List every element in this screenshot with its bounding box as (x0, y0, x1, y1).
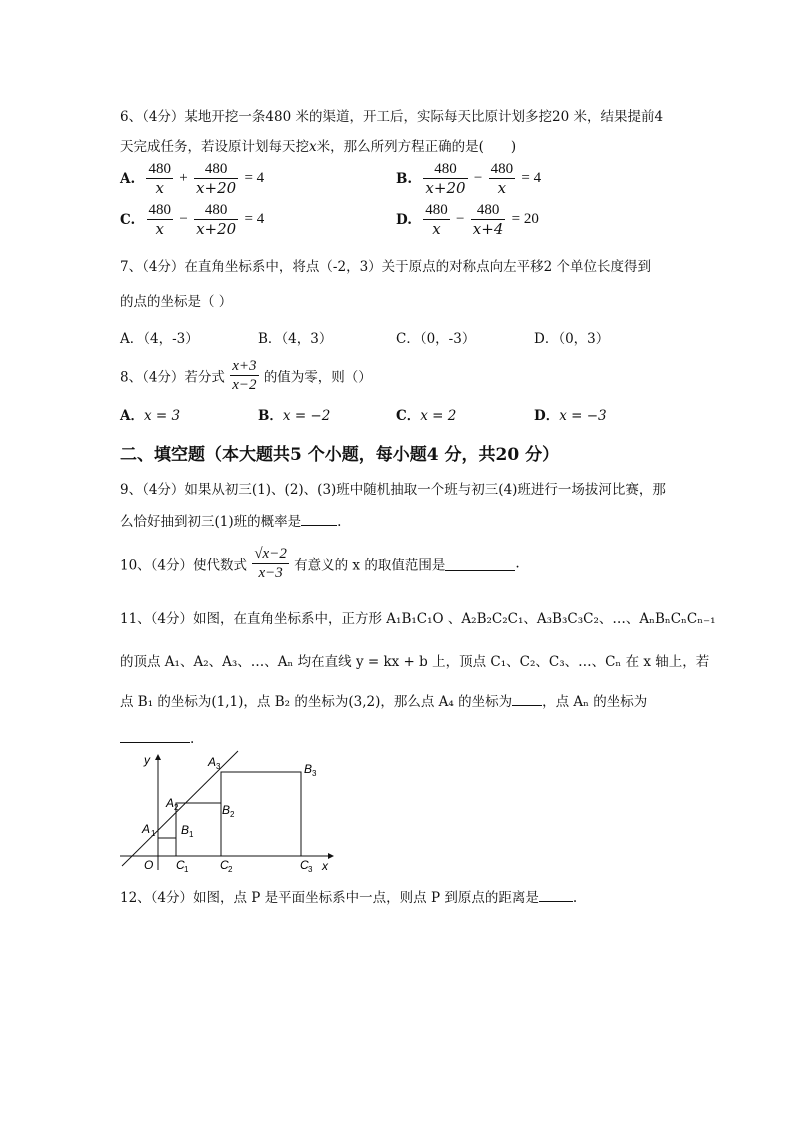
q8-option-c[interactable]: C．x = 2 (396, 408, 457, 424)
label-a3: A (208, 755, 217, 769)
q11-line4: . (120, 728, 194, 747)
svg-text:1: 1 (189, 830, 194, 839)
fraction: $\frac{480}{x+20}$ (196, 161, 237, 197)
q12-line: 12、（4分）如图，点 P 是平面坐标系中一点，则点 P 到原点的距离是 . (120, 886, 577, 906)
label-b1: B (181, 823, 190, 837)
q6-option-b[interactable]: B. $\frac{480}{x+20}$ − $\frac{480}{x}$ = 4 (396, 161, 542, 197)
answer-blank[interactable] (539, 887, 573, 902)
fraction: $\frac{480}{x}$ (148, 161, 171, 197)
label-c3: C (300, 858, 309, 872)
square-1 (158, 838, 176, 856)
y-axis-arrow (155, 754, 161, 760)
svg-text:1: 1 (184, 865, 189, 873)
q8-line: 8、（4分）若分式 $\frac{x+3}{x-2}$ 的值为零，则（） (120, 358, 372, 393)
label-x: x (322, 859, 328, 873)
q8-option-d[interactable]: D．x = −3 (534, 408, 607, 424)
section-heading: 二、填空题（本大题共5 个小题，每小题4 分，共20 分） (120, 445, 560, 465)
label-o: O (144, 858, 154, 872)
fraction: $\frac{480}{x+4}$ (472, 202, 504, 238)
q11-line2: 的顶点 A₁、A₂、A₃、…、Aₙ 均在直线 y = kx + b 上，顶点 C₁、C₂、C₃、…、Cₙ 在 x 轴上，若 (120, 654, 710, 670)
answer-blank[interactable] (301, 511, 337, 526)
label-b2: B (222, 803, 231, 817)
svg-text:3: 3 (312, 769, 317, 778)
q7-line1: 7、（4分）在直角坐标系中，将点（-2，3）关于原点的对称点向左平移2 个单位长度得到 (120, 259, 652, 275)
svg-text:1: 1 (151, 829, 156, 838)
svg-text:2: 2 (230, 810, 235, 819)
svg-text:3: 3 (308, 865, 313, 873)
fraction: $\frac{480}{x}$ (148, 202, 172, 238)
q7-line2: 的点的坐标是（ ） (120, 294, 233, 310)
fraction: $\frac{480}{x+20}$ (196, 202, 237, 238)
q8-option-b[interactable]: B．x = −2 (258, 408, 331, 424)
fraction: $\frac{480}{x}$ (425, 202, 448, 238)
svg-text:2: 2 (228, 865, 233, 873)
fraction: $\frac{x+3}{x-2}$ (232, 358, 257, 393)
q9-line1: 9、（4分）如果从初三(1)、(2)、(3)班中随机抽取一个班与初三(4)班进行一场拔河比赛，那 (120, 482, 666, 498)
svg-text:3: 3 (216, 762, 221, 771)
q7-option-b[interactable]: B．（4，3） (258, 331, 333, 347)
label-b3: B (304, 762, 313, 776)
q6-line1: 6、（4分）某地开挖一条480 米的渠道，开工后，实际每天比原计划多挖20 米，结果提前4 (120, 109, 664, 125)
answer-blank[interactable] (445, 556, 515, 571)
q6-option-a[interactable]: A. $\frac{480}{x}$ + $\frac{480}{x+20}$ = 4 (120, 161, 265, 197)
fraction: $\frac{480}{x+20}$ (425, 161, 466, 197)
label-y: y (144, 753, 150, 767)
label-c2: C (220, 858, 229, 872)
q7-option-d[interactable]: D．（0，3） (534, 331, 610, 347)
q6-option-d[interactable]: D. $\frac{480}{x}$ − $\frac{480}{x+4}$ = 20 (396, 202, 539, 238)
q7-option-c[interactable]: C．（0，-3） (396, 331, 476, 347)
answer-blank[interactable] (120, 728, 190, 743)
q7-option-a[interactable]: A．（4，-3） (120, 331, 199, 347)
fraction: $\frac{480}{x}$ (490, 161, 514, 197)
q11-line3: 点 B₁ 的坐标为(1,1)，点 B₂ 的坐标为(3,2)，那么点 A₄ 的坐标为 ，点 Aₙ 的坐标为 (120, 690, 647, 710)
x-axis-arrow (328, 853, 334, 859)
q9-line2: 么恰好抽到初三(1)班的概率是 . (120, 510, 341, 530)
q6-option-c[interactable]: C. $\frac{480}{x}$ − $\frac{480}{x+20}$ = 4 (120, 202, 265, 238)
q10-line: 10、（4分）使代数式 $\frac{√x-2}{x-3}$ 有意义的 x 的取值范围是 . (120, 546, 520, 581)
q11-figure (110, 748, 350, 873)
answer-blank[interactable] (512, 691, 542, 706)
q6-line2: 天完成任务，若设原计划每天挖x米，那么所列方程正确的是( ) (120, 139, 517, 155)
q8-option-a[interactable]: A．x = 3 (120, 408, 181, 424)
svg-text:2: 2 (174, 803, 179, 812)
label-a1: A (142, 822, 151, 836)
fraction: $\frac{√x-2}{x-3}$ (254, 546, 287, 581)
label-c1: C (176, 858, 185, 872)
label-a2: A (166, 796, 175, 810)
q11-line1: 11、（4分）如图，在直角坐标系中，正方形 A₁B₁C₁O 、A₂B₂C₂C₁、A₃B₃C₃C₂、…、AₙBₙCₙCₙ₋₁ (120, 611, 716, 627)
